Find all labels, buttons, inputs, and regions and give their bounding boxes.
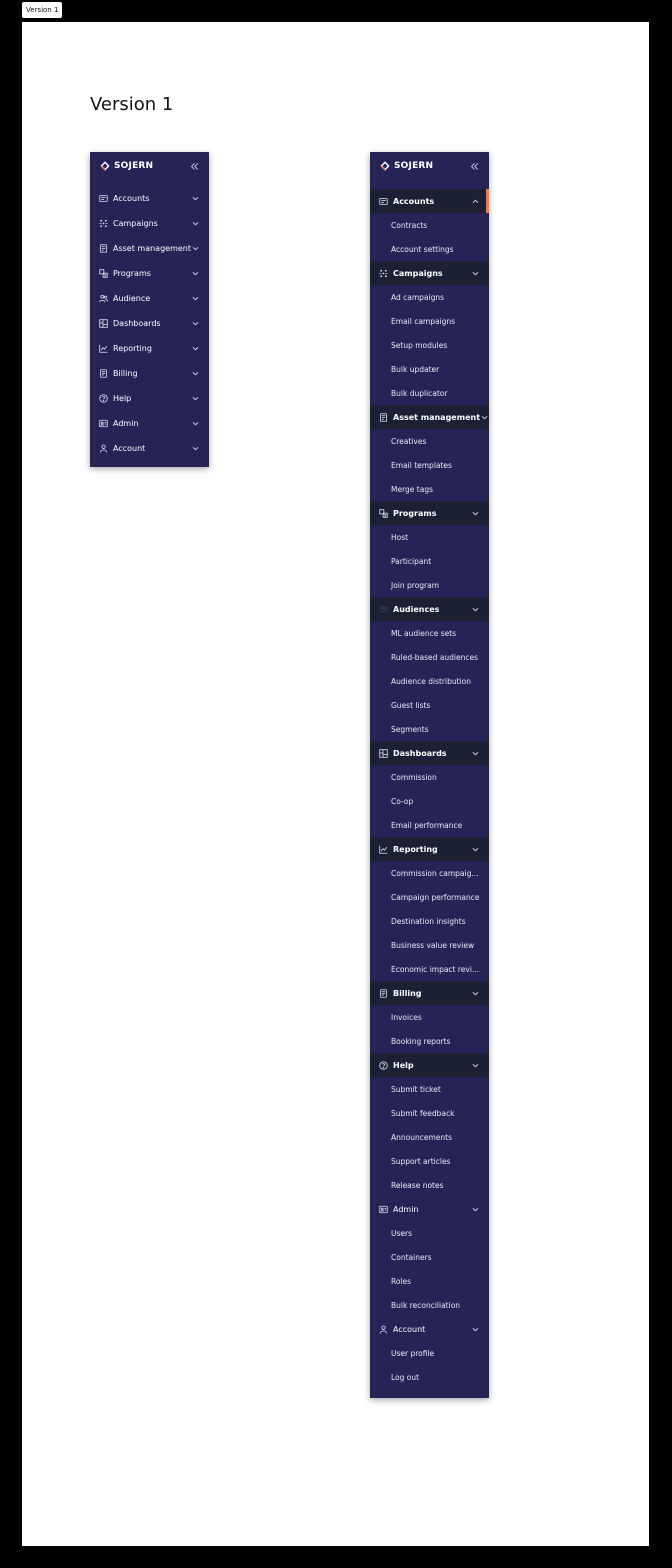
nav-subitem-log-out[interactable]: [370, 1365, 489, 1389]
nav-subitem-commission[interactable]: [370, 765, 489, 789]
nav-subitem-label: Account settings: [391, 244, 454, 254]
nav-subitem-label: Containers: [391, 1252, 432, 1262]
sidebar-item-label: Dashboards: [113, 319, 161, 328]
sojern-logo[interactable]: [380, 161, 433, 171]
nav-subitem-label: Merge tags: [391, 484, 434, 494]
page-title: Version 1: [90, 94, 174, 115]
nav-subitem-guest-lists[interactable]: [370, 693, 489, 717]
nav-group-label: Admin: [393, 1204, 419, 1214]
nav-subitem-bulk-updater[interactable]: [370, 357, 489, 381]
campaigns-icon: [98, 219, 108, 229]
nav-subitem-ad-campaigns[interactable]: [370, 285, 489, 309]
nav-subitem-commission-campaig[interactable]: [370, 861, 489, 885]
nav-subitem-label: Participant: [391, 556, 432, 566]
nav-group-campaigns[interactable]: [370, 261, 489, 285]
collapsed-nav-list: [90, 186, 209, 461]
dashboards-icon: [378, 748, 388, 758]
nav-group-label: Programs: [393, 508, 437, 518]
nav-subitem-bulk-duplicator[interactable]: [370, 381, 489, 405]
sidebar-item-dashboards[interactable]: [90, 311, 209, 336]
nav-subitem-label: Release notes: [391, 1180, 444, 1190]
nav-group-accounts[interactable]: [370, 189, 489, 213]
billing-icon: [98, 369, 108, 379]
chevron-down-icon: [191, 245, 199, 253]
nav-subitem-segments[interactable]: [370, 717, 489, 741]
nav-group-reporting[interactable]: [370, 837, 489, 861]
nav-subitem-label: Announcements: [391, 1132, 452, 1142]
chevron-up-icon: [471, 197, 479, 205]
nav-subitem-label: Booking reports: [391, 1036, 451, 1046]
nav-group-audiences[interactable]: [370, 597, 489, 621]
nav-group-label: Reporting: [393, 844, 438, 854]
nav-subitem-release-notes[interactable]: [370, 1173, 489, 1197]
sidebar-item-label: Reporting: [113, 344, 152, 353]
sidebar-item-label: Help: [113, 394, 132, 403]
nav-subitem-host[interactable]: [370, 525, 489, 549]
nav-subitem-label: Economic impact revi...: [391, 964, 480, 974]
nav-group-label: Help: [393, 1060, 414, 1070]
dashboards-icon: [98, 319, 108, 329]
nav-subitem-email-campaigns[interactable]: [370, 309, 489, 333]
chevron-down-icon: [191, 445, 199, 453]
chevron-down-icon: [191, 220, 199, 228]
asset-management-icon: [378, 412, 388, 422]
nav-subitem-business-value-review[interactable]: [370, 933, 489, 957]
chevron-down-icon: [471, 989, 479, 997]
nav-subitem-label: Roles: [391, 1276, 412, 1286]
sidebar-item-label: Campaigns: [113, 219, 158, 228]
programs-icon: [378, 508, 388, 518]
reporting-icon: [378, 844, 388, 854]
nav-subitem-ruled-based-audiences[interactable]: [370, 645, 489, 669]
chevron-down-icon: [471, 845, 479, 853]
audience-icon: [98, 294, 108, 304]
nav-group-dashboards[interactable]: [370, 741, 489, 765]
nav-group-label: Audiences: [393, 604, 440, 614]
nav-subitem-label: Business value review: [391, 940, 475, 950]
nav-group-programs[interactable]: [370, 501, 489, 525]
admin-icon: [378, 1204, 388, 1214]
nav-subitem-email-templates[interactable]: [370, 453, 489, 477]
nav-subitem-join-program[interactable]: [370, 573, 489, 597]
programs-icon: [98, 269, 108, 279]
nav-subitem-label: ML audience sets: [391, 628, 457, 638]
nav-subitem-label: Email campaigns: [391, 316, 456, 326]
chevron-down-icon: [471, 749, 479, 757]
chevron-down-icon: [191, 320, 199, 328]
brand-name: SOJERN: [394, 161, 434, 171]
sidebar-item-campaigns[interactable]: [90, 211, 209, 236]
nav-subitem-label: Co-op: [391, 796, 414, 806]
nav-subitem-audience-distribution[interactable]: [370, 669, 489, 693]
nav-subitem-label: Segments: [391, 724, 429, 734]
asset-management-icon: [98, 244, 108, 254]
account-icon: [98, 444, 108, 454]
chevron-down-icon: [471, 269, 479, 277]
nav-subitem-merge-tags[interactable]: [370, 477, 489, 501]
nav-subitem-submit-ticket[interactable]: [370, 1077, 489, 1101]
nav-subitem-setup-modules[interactable]: [370, 333, 489, 357]
nav-subitem-label: Creatives: [391, 436, 427, 446]
nav-subitem-label: Ruled-based audiences: [391, 652, 479, 662]
canvas: [22, 22, 649, 1546]
chevron-down-icon: [471, 1061, 479, 1069]
sidebar-item-admin[interactable]: [90, 411, 209, 436]
nav-group-label: Campaigns: [393, 268, 443, 278]
nav-subitem-submit-feedback[interactable]: [370, 1101, 489, 1125]
sidebar-item-reporting[interactable]: [90, 336, 209, 361]
sidebar-item-billing[interactable]: [90, 361, 209, 386]
nav-subitem-label: Support articles: [391, 1156, 451, 1166]
chevron-down-icon: [471, 1205, 479, 1213]
nav-subitem-label: Host: [391, 532, 409, 542]
nav-subitem-label: Join program: [391, 580, 440, 590]
audience-icon: [378, 604, 388, 614]
sidebar-header: [370, 152, 489, 180]
collapse-sidebar-icon[interactable]: [189, 161, 199, 171]
nav-subitem-support-articles[interactable]: [370, 1149, 489, 1173]
nav-subitem-users[interactable]: [370, 1221, 489, 1245]
chevron-down-icon: [471, 1325, 479, 1333]
account-icon: [378, 1324, 388, 1334]
sidebar-item-label: Admin: [113, 419, 139, 428]
sidebar-item-label: Asset management: [113, 244, 191, 253]
nav-group-label: Asset management: [393, 412, 481, 422]
expanded-nav-list: [370, 189, 489, 1389]
nav-subitem-co-op[interactable]: [370, 789, 489, 813]
help-icon: [378, 1060, 388, 1070]
sidebar-item-accounts[interactable]: [90, 186, 209, 211]
nav-subitem-roles[interactable]: [370, 1269, 489, 1293]
nav-subitem-economic-impact-revi[interactable]: [370, 957, 489, 981]
nav-subitem-label: Campaign performance: [391, 892, 480, 902]
sojern-logo-icon: [100, 161, 110, 171]
chevron-down-icon: [191, 295, 199, 303]
chevron-down-icon: [471, 605, 479, 613]
collapse-sidebar-icon[interactable]: [469, 161, 479, 171]
nav-group-help[interactable]: [370, 1053, 489, 1077]
sidebar-item-asset-management[interactable]: [90, 236, 209, 261]
frame-label: Version 1: [22, 2, 62, 18]
sidebar-item-label: Billing: [113, 369, 138, 378]
nav-group-label: Account: [393, 1324, 426, 1334]
sidebar-header: [90, 152, 209, 180]
nav-subitem-user-profile[interactable]: [370, 1341, 489, 1365]
brand-name: SOJERN: [114, 161, 154, 171]
nav-subitem-bulk-reconciliation[interactable]: [370, 1293, 489, 1317]
nav-subitem-participant[interactable]: [370, 549, 489, 573]
sidebar-item-audience[interactable]: [90, 286, 209, 311]
nav-subitem-label: User profile: [391, 1348, 435, 1358]
nav-subitem-campaign-performance[interactable]: [370, 885, 489, 909]
nav-subitem-label: Invoices: [391, 1012, 422, 1022]
accounts-icon: [378, 196, 388, 206]
sidebar-collapsed: [90, 152, 209, 467]
nav-group-label: Billing: [393, 988, 422, 998]
sidebar-item-label: Account: [113, 444, 146, 453]
sojern-logo[interactable]: [100, 161, 153, 171]
nav-subitem-label: Submit ticket: [391, 1084, 441, 1094]
nav-group-label: Dashboards: [393, 748, 447, 758]
nav-subitem-label: Commission: [391, 772, 437, 782]
campaigns-icon: [378, 268, 388, 278]
nav-group-label: Accounts: [393, 196, 435, 206]
chevron-down-icon: [480, 413, 488, 421]
nav-subitem-label: Audience distribution: [391, 676, 471, 686]
sidebar-item-programs[interactable]: [90, 261, 209, 286]
nav-subitem-contracts[interactable]: [370, 213, 489, 237]
nav-subitem-announcements[interactable]: [370, 1125, 489, 1149]
sidebar-item-account[interactable]: [90, 436, 209, 461]
nav-group-asset-management[interactable]: [370, 405, 489, 429]
nav-subitem-label: Email templates: [391, 460, 452, 470]
nav-group-billing[interactable]: [370, 981, 489, 1005]
nav-subitem-creatives[interactable]: [370, 429, 489, 453]
chevron-down-icon: [191, 345, 199, 353]
chevron-down-icon: [191, 370, 199, 378]
nav-subitem-booking-reports[interactable]: [370, 1029, 489, 1053]
nav-subitem-label: Submit feedback: [391, 1108, 455, 1118]
nav-subitem-label: Guest lists: [391, 700, 431, 710]
nav-group-admin[interactable]: [370, 1197, 489, 1221]
chevron-down-icon: [191, 420, 199, 428]
chevron-down-icon: [471, 509, 479, 517]
chevron-down-icon: [191, 395, 199, 403]
sidebar-item-label: Programs: [113, 269, 151, 278]
nav-subitem-invoices[interactable]: [370, 1005, 489, 1029]
chevron-down-icon: [191, 270, 199, 278]
nav-group-account[interactable]: [370, 1317, 489, 1341]
nav-subitem-label: Destination insights: [391, 916, 466, 926]
sidebar-item-label: Accounts: [113, 194, 150, 203]
help-icon: [98, 394, 108, 404]
nav-subitem-label: Users: [391, 1228, 413, 1238]
nav-subitem-label: Bulk duplicator: [391, 388, 448, 398]
nav-subitem-label: Commission campaig...: [391, 868, 479, 878]
nav-subitem-destination-insights[interactable]: [370, 909, 489, 933]
accounts-icon: [98, 194, 108, 204]
nav-subitem-label: Bulk reconciliation: [391, 1300, 461, 1310]
nav-subitem-ml-audience-sets[interactable]: [370, 621, 489, 645]
nav-subitem-containers[interactable]: [370, 1245, 489, 1269]
nav-subitem-label: Contracts: [391, 220, 428, 230]
sojern-logo-icon: [380, 161, 390, 171]
nav-subitem-label: Email performance: [391, 820, 463, 830]
nav-subitem-account-settings[interactable]: [370, 237, 489, 261]
active-indicator: [486, 189, 489, 213]
sidebar-item-help[interactable]: [90, 386, 209, 411]
admin-icon: [98, 419, 108, 429]
nav-subitem-email-performance[interactable]: [370, 813, 489, 837]
nav-subitem-label: Setup modules: [391, 340, 448, 350]
nav-subitem-label: Log out: [391, 1372, 420, 1382]
sidebar-expanded: [370, 152, 489, 1398]
sidebar-item-label: Audience: [113, 294, 151, 303]
chevron-down-icon: [191, 195, 199, 203]
nav-subitem-label: Bulk updater: [391, 364, 440, 374]
reporting-icon: [98, 344, 108, 354]
nav-subitem-label: Ad campaigns: [391, 292, 445, 302]
billing-icon: [378, 988, 388, 998]
